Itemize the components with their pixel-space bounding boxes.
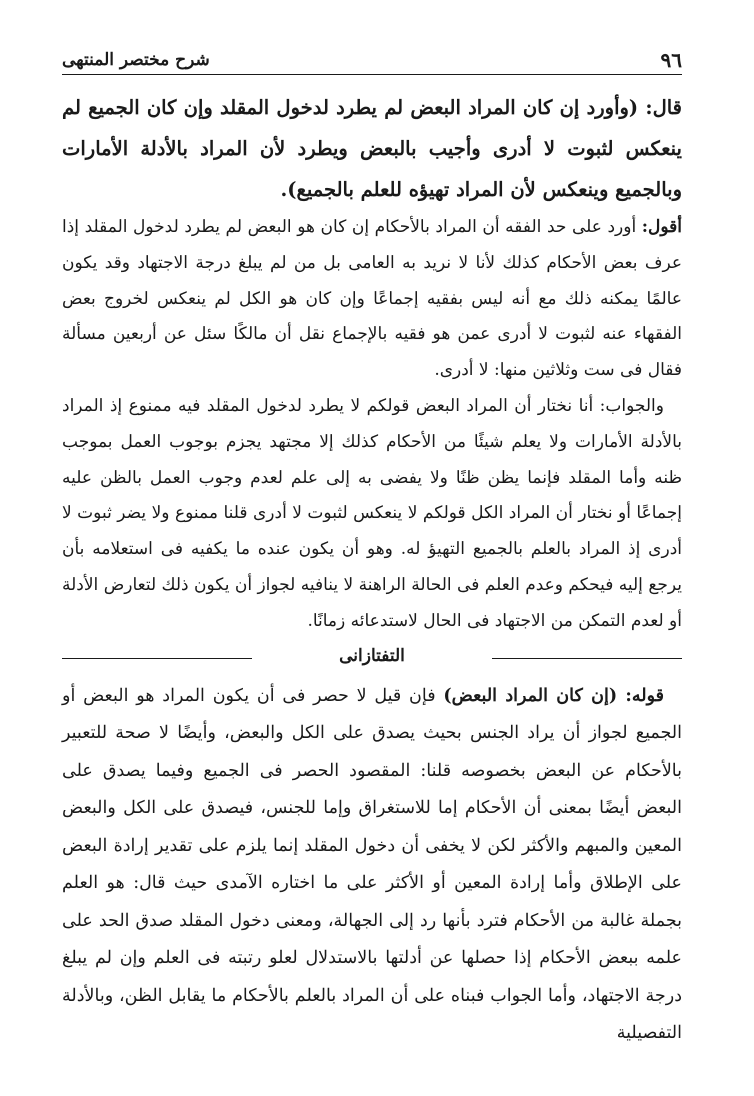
sharh-paragraph-jawab: والجواب: أنا نختار أن المراد البعض قولكم لا يطرد لدخول المقلد فيه ممنوع إذ المراد بالأدلة الأمارات ولا يعلم شيئًا من الأحكام كذلك إلا مجتهد يجزم بوجوب العمل بموجب ظنه وأما المقلد فإنما يظن ظنًا ولا يفضى به إلى علم لعدم وجوب العمل بالظن عليه إجماعًا أو نختار أن المراد الكل قولكم لا ينعكس لثبوت لا أدرى قلنا ممنوع ولا يضر ثبوت لا أدرى إذ المراد بالعلم بالجميع التهيؤ له. وهو أن يكون عنده ما يكفيه فى استعلامه بأن يرجع إليه فيحكم وعدم العلم فى الحالة الراهنة لا ينافيه لجواز أن يكون ذلك لتعارض الأدلة أو لعدم التمكن من الاجتهاد فى الحال لاستدعائه زمانًا. — [62, 395, 682, 631]
book-page — [62, 40, 682, 1070]
page-number: ٩٦ — [660, 48, 682, 72]
qawl-lead: أقول: — [641, 217, 682, 237]
book-title: شرح مختصر المنتهى — [62, 50, 210, 70]
commentary-paragraph — [62, 678, 682, 1053]
matn-text: قال: (وأورد إن كان المراد البعض لم يطرد لدخول المقلد وإن كان الجميع لم ينعكس لثبوت لا أدرى وأجيب بالبعض ويطرد لأن المراد بالأدلة الأمارات وبالجميع وينعكس لأن المراد تهيؤه للعلم بالجميع). — [62, 96, 682, 201]
divider-label: التفتازانى — [339, 645, 405, 666]
running-header — [62, 40, 682, 75]
sharh-paragraph-qawl — [62, 210, 682, 389]
commentary-text: فإن قيل لا حصر فى أن يكون المراد هو البعض أو الجميع لجواز أن يراد الجنس بحيث يصدق على الكل والبعض، وأيضًا لا صحة للتعبير بالأحكام عن البعض بخصوصه قلنا: المقصود الحصر فى الجميع وفيما يصدق على البعض أيضًا بمعنى أن الأحكام إما للاستغراق وإما للجنس، فيصدق على الكل والبعض المعين والمبهم والأكثر لكن لا يخفى أن دخول المقلد إنما يلزم على تقدير إرادة البعض على الإطلاق وأما إرادة المعين أو الأكثر على ما اختاره الآمدى حيث قال: هو العلم بجملة غالبة من الأحكام فترد بأنها رد إلى الجهالة، ومعنى دخول المقلد صدق الحد على علمه ببعض الأحكام إذا حصلها عن أدلتها بالاستدلال لعلو رتبته فى العلم وإن لم يبلغ درجة الاجتهاد، وأما الجواب فبناه على أن المراد بالعلم بالأحكام ما يقابل الظن، وبالأدلة التفصيلية — [62, 685, 682, 1044]
section-divider — [62, 644, 682, 672]
commentary-lead: قوله: (إن كان المراد البعض) — [443, 685, 665, 706]
qawl-text: أورد على حد الفقه أن المراد بالأحكام إن كان هو البعض لم يطرد لدخول المقلد إذا عرف بعض الأحكام كذلك لأنا لا نريد به العامى بل من لم يبلغ درجة الاجتهاد وقد يكون عالمًا يمكنه ذلك مع أنه ليس بفقيه إجماعًا وإن كان هو الكل لم ينعكس لخروج بعض الفقهاء عنه لثبوت لا أدرى عمن هو فقيه بالإجماع نقل أن مالكًا سئل عن أربعين مسألة فقال فى ست وثلاثين منها: لا أدرى. — [62, 217, 682, 381]
divider-rule-left — [62, 658, 252, 659]
